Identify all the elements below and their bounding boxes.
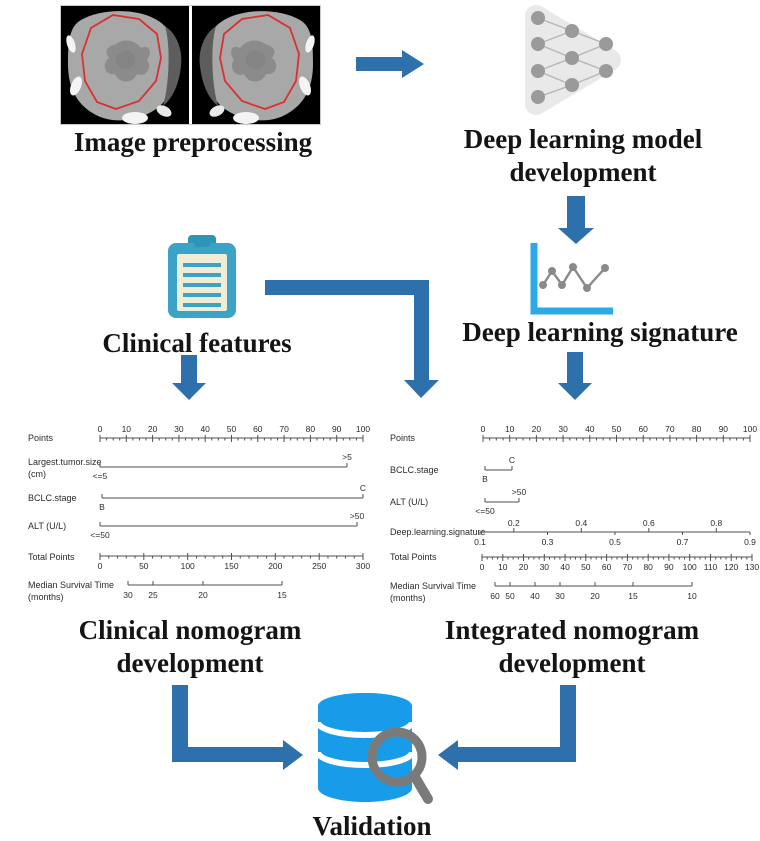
svg-text:80: 80 [691, 424, 702, 434]
svg-text:10: 10 [687, 591, 697, 601]
svg-text:>5: >5 [342, 452, 352, 462]
svg-text:10: 10 [121, 424, 132, 434]
svg-text:0.9: 0.9 [744, 537, 756, 547]
svg-text:60: 60 [638, 424, 648, 434]
svg-text:20: 20 [518, 562, 529, 572]
image-preprocessing-label: Image preprocessing [73, 127, 313, 157]
svg-text:ALT (U/L): ALT (U/L) [390, 497, 429, 507]
svg-text:Points: Points [390, 433, 416, 443]
svg-text:Largest.tumor.size: Largest.tumor.size [28, 457, 102, 467]
svg-text:ALT (U/L): ALT (U/L) [28, 521, 67, 531]
svg-text:>50: >50 [349, 511, 365, 521]
svg-text:50: 50 [581, 562, 591, 572]
svg-text:60: 60 [253, 424, 263, 434]
svg-text:20: 20 [198, 590, 208, 600]
svg-text:15: 15 [277, 590, 287, 600]
neural-network-icon [531, 11, 613, 104]
svg-text:25: 25 [148, 590, 158, 600]
integrated-nomogram-title-line2: development [498, 648, 646, 678]
arrow-model-to-signature [558, 196, 594, 244]
svg-text:70: 70 [622, 562, 633, 572]
dl-model-label-line2: development [509, 157, 657, 187]
svg-text:50: 50 [139, 561, 149, 571]
clipboard-icon [168, 235, 236, 318]
validation-label: Validation [312, 811, 432, 841]
svg-text:100: 100 [355, 424, 371, 434]
svg-text:15: 15 [628, 591, 638, 601]
arrow-integrated-nomogram-to-validation [438, 685, 576, 770]
svg-text:<=50: <=50 [475, 506, 495, 516]
svg-text:BCLC.stage: BCLC.stage [28, 493, 77, 503]
svg-text:30: 30 [123, 590, 133, 600]
svg-text:B: B [99, 502, 105, 512]
dl-model-label [464, 123, 702, 189]
svg-text:200: 200 [268, 561, 283, 571]
svg-text:90: 90 [331, 424, 342, 434]
svg-text:120: 120 [724, 562, 739, 572]
svg-text:0.3: 0.3 [541, 537, 554, 547]
dl-model-label-line1: Deep learning model [463, 124, 703, 154]
svg-text:20: 20 [531, 424, 542, 434]
svg-text:70: 70 [279, 424, 289, 434]
svg-text:30: 30 [539, 562, 550, 572]
svg-text:0: 0 [480, 424, 486, 434]
signature-chart-icon [534, 243, 613, 311]
svg-text:100: 100 [742, 424, 758, 434]
svg-text:50: 50 [611, 424, 622, 434]
svg-text:0.4: 0.4 [575, 518, 588, 528]
svg-text:40: 40 [200, 424, 210, 434]
svg-text:90: 90 [718, 424, 729, 434]
svg-text:Median Survival Time: Median Survival Time [28, 580, 115, 590]
arrow-images-to-model [356, 50, 424, 78]
svg-text:20: 20 [590, 591, 600, 601]
clinical-features-label: Clinical features [102, 328, 292, 358]
svg-text:C: C [359, 483, 367, 493]
arrow-features-to-clinical-nomogram [172, 355, 206, 400]
svg-text:80: 80 [305, 424, 316, 434]
svg-text:0.6: 0.6 [642, 518, 655, 528]
svg-text:60: 60 [490, 591, 500, 601]
svg-text:40: 40 [530, 591, 540, 601]
svg-text:BCLC.stage: BCLC.stage [390, 465, 439, 475]
clinical-nomogram-title-line1: Clinical nomogram [78, 615, 302, 645]
svg-text:0: 0 [97, 561, 103, 571]
integrated-nomogram-title [445, 614, 699, 680]
svg-text:B: B [482, 474, 488, 484]
svg-text:30: 30 [555, 591, 565, 601]
svg-text:Median Survival Time: Median Survival Time [390, 581, 477, 591]
svg-text:80: 80 [643, 562, 653, 572]
svg-text:60: 60 [601, 562, 612, 572]
svg-text:150: 150 [224, 561, 239, 571]
svg-text:<=50: <=50 [90, 530, 110, 540]
svg-text:0.1: 0.1 [474, 537, 486, 547]
svg-text:(months): (months) [28, 592, 64, 602]
svg-text:>50: >50 [511, 487, 527, 497]
clinical-nomogram [0, 405, 380, 620]
svg-text:Total Points: Total Points [390, 552, 437, 562]
svg-text:0: 0 [97, 424, 103, 434]
svg-text:250: 250 [312, 561, 327, 571]
svg-text:30: 30 [174, 424, 184, 434]
svg-text:<=5: <=5 [92, 471, 108, 481]
svg-text:0.5: 0.5 [609, 537, 621, 547]
svg-text:130: 130 [744, 562, 760, 572]
svg-text:0: 0 [479, 562, 485, 572]
svg-text:30: 30 [558, 424, 568, 434]
dl-signature-label: Deep learning signature [462, 317, 738, 347]
svg-text:(cm): (cm) [28, 469, 46, 479]
clinical-nomogram-title-line2: development [116, 648, 264, 678]
svg-text:C: C [508, 455, 516, 465]
svg-text:70: 70 [665, 424, 675, 434]
svg-text:20: 20 [147, 424, 158, 434]
svg-text:Points: Points [28, 433, 54, 443]
svg-text:Deep.learning.signature: Deep.learning.signature [390, 527, 486, 537]
svg-text:100: 100 [180, 561, 195, 571]
svg-text:0.8: 0.8 [710, 518, 723, 528]
svg-text:300: 300 [355, 561, 371, 571]
svg-text:40: 40 [560, 562, 570, 572]
arrow-clinical-nomogram-to-validation [172, 685, 303, 770]
svg-text:40: 40 [585, 424, 595, 434]
svg-text:50: 50 [505, 591, 515, 601]
svg-text:(months): (months) [390, 593, 426, 603]
svg-text:100: 100 [682, 562, 697, 572]
integrated-nomogram [380, 405, 760, 620]
svg-text:0.7: 0.7 [676, 537, 689, 547]
svg-text:0.2: 0.2 [507, 518, 520, 528]
svg-text:90: 90 [664, 562, 674, 572]
arrow-signature-to-integrated-nomogram [558, 352, 592, 400]
clinical-nomogram-title [79, 614, 302, 680]
svg-text:Total Points: Total Points [28, 552, 75, 562]
svg-text:10: 10 [498, 562, 508, 572]
svg-text:110: 110 [703, 562, 718, 572]
svg-text:50: 50 [226, 424, 237, 434]
integrated-nomogram-title-line1: Integrated nomogram [444, 615, 700, 645]
svg-text:10: 10 [504, 424, 515, 434]
